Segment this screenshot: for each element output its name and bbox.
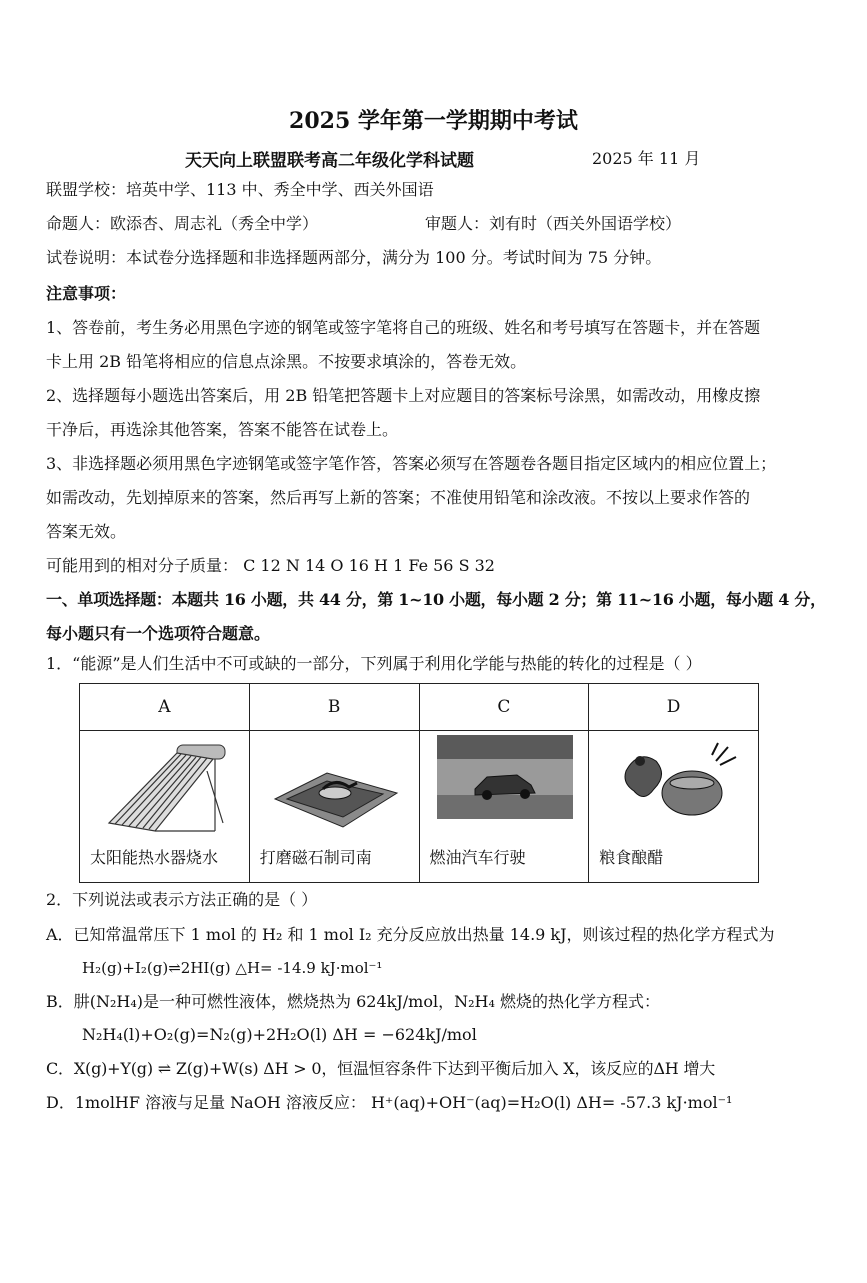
option-b-letter: B <box>249 684 419 731</box>
notes-heading: 注意事项： <box>46 284 127 303</box>
option-c-caption: 燃油汽车行驶 <box>429 848 526 867</box>
section1-line2: 每小题只有一个选项符合题意。 <box>46 624 271 643</box>
q2-option-b: B．肼(N₂H₄)是一种可燃性液体，燃烧热为 624kJ/mol，N₂H₄ 燃烧的热化学方程式： <box>46 992 660 1011</box>
note-3c: 答案无效。 <box>46 522 127 541</box>
note-1a: 1、答卷前，考生务必用黑色字迹的钢笔或签字笔将自己的班级、姓名和考号填写在答题卡，并在答题 <box>46 318 761 337</box>
option-c-letter: C <box>419 684 589 731</box>
option-a-cell <box>80 731 250 883</box>
solar-water-heater-icon <box>90 731 240 841</box>
schools-line: 联盟学校：培英中学、113 中、秀全中学、西关外国语 <box>46 180 434 199</box>
option-b-cell <box>249 731 419 883</box>
option-a-letter: A <box>80 684 250 731</box>
q2-option-c: C．X(g)+Y(g) ⇌ Z(g)+W(s) ΔH > 0，恒温恒容条件下达到平衡后加入 X，该反应的ΔH 增大 <box>46 1059 716 1078</box>
option-a-caption: 太阳能热水器烧水 <box>90 848 219 867</box>
note-3a: 3、非选择题必须用黑色字迹钢笔或签字笔作答，答案必须写在答题卷各题目指定区域内的相应位置上； <box>46 454 777 473</box>
q1-stem: 1．“能源”是人们生活中不可或缺的一部分，下列属于利用化学能与热能的转化的过程是（ ） <box>46 654 702 673</box>
exam-subtitle: 天天向上联盟联考高二年级化学科试题 <box>185 151 474 171</box>
q2-stem: 2．下列说法或表示方法正确的是（ ） <box>46 890 318 909</box>
q1-options-table <box>79 683 759 883</box>
authors-line: 命题人：欧添杏、周志礼（秀全中学） <box>46 214 319 233</box>
note-2b: 干净后，再选涂其他答案，答案不能答在试卷上。 <box>46 420 399 439</box>
q2-option-a: A．已知常温常压下 1 mol 的 H₂ 和 1 mol I₂ 充分反应放出热量 14.9 kJ，则该过程的热化学方程式为 <box>46 925 775 944</box>
option-d-letter: D <box>589 684 759 731</box>
description-line: 试卷说明：本试卷分选择题和非选择题两部分，满分为 100 分。考试时间为 75 分钟。 <box>46 248 662 267</box>
section1-line1: 一、单项选择题：本题共 16 小题，共 44 分，第 1~10 小题，每小题 2 分；第 11~16 小题，每小题 4 分， <box>46 590 826 609</box>
grain-vinegar-icon <box>599 731 749 841</box>
molar-masses: 可能用到的相对分子质量： C 12 N 14 O 16 H 1 Fe 56 S 32 <box>46 556 495 575</box>
note-2a: 2、选择题每小题选出答案后，用 2B 铅笔把答题卡上对应题目的答案标号涂黑，如需改动，用橡皮擦 <box>46 386 761 405</box>
note-1b: 卡上用 2B 铅笔将相应的信息点涂黑。不按要求填涂的，答卷无效。 <box>46 352 527 371</box>
reviewer-line: 审题人：刘有时（西关外国语学校） <box>425 214 682 233</box>
car-icon <box>430 731 580 841</box>
option-c-cell <box>419 731 589 883</box>
exam-date: 2025 年 11 月 <box>592 149 701 168</box>
option-d-cell <box>589 731 759 883</box>
q2-option-d: D．1molHF 溶液与足量 NaOH 溶液反应： H⁺(aq)+OH⁻(aq)=H₂O(l) ΔH= -57.3 kJ·mol⁻¹ <box>46 1093 733 1112</box>
note-3b: 如需改动，先划掉原来的答案，然后再写上新的答案；不准使用铅笔和涂改液。不按以上要求作答的 <box>46 488 751 507</box>
exam-title: 2025 学年第一学期期中考试 <box>289 108 578 134</box>
option-b-caption: 打磨磁石制司南 <box>259 848 372 867</box>
q2-option-a-equation: H₂(g)+I₂(g)⇌2HI(g) △H= -14.9 kJ·mol⁻¹ <box>82 959 383 977</box>
compass-sinan-icon <box>260 731 410 841</box>
option-d-caption: 粮食酿醋 <box>599 848 664 867</box>
q2-option-b-equation: N₂H₄(l)+O₂(g)=N₂(g)+2H₂O(l) ΔH = −624kJ/mol <box>82 1025 477 1044</box>
